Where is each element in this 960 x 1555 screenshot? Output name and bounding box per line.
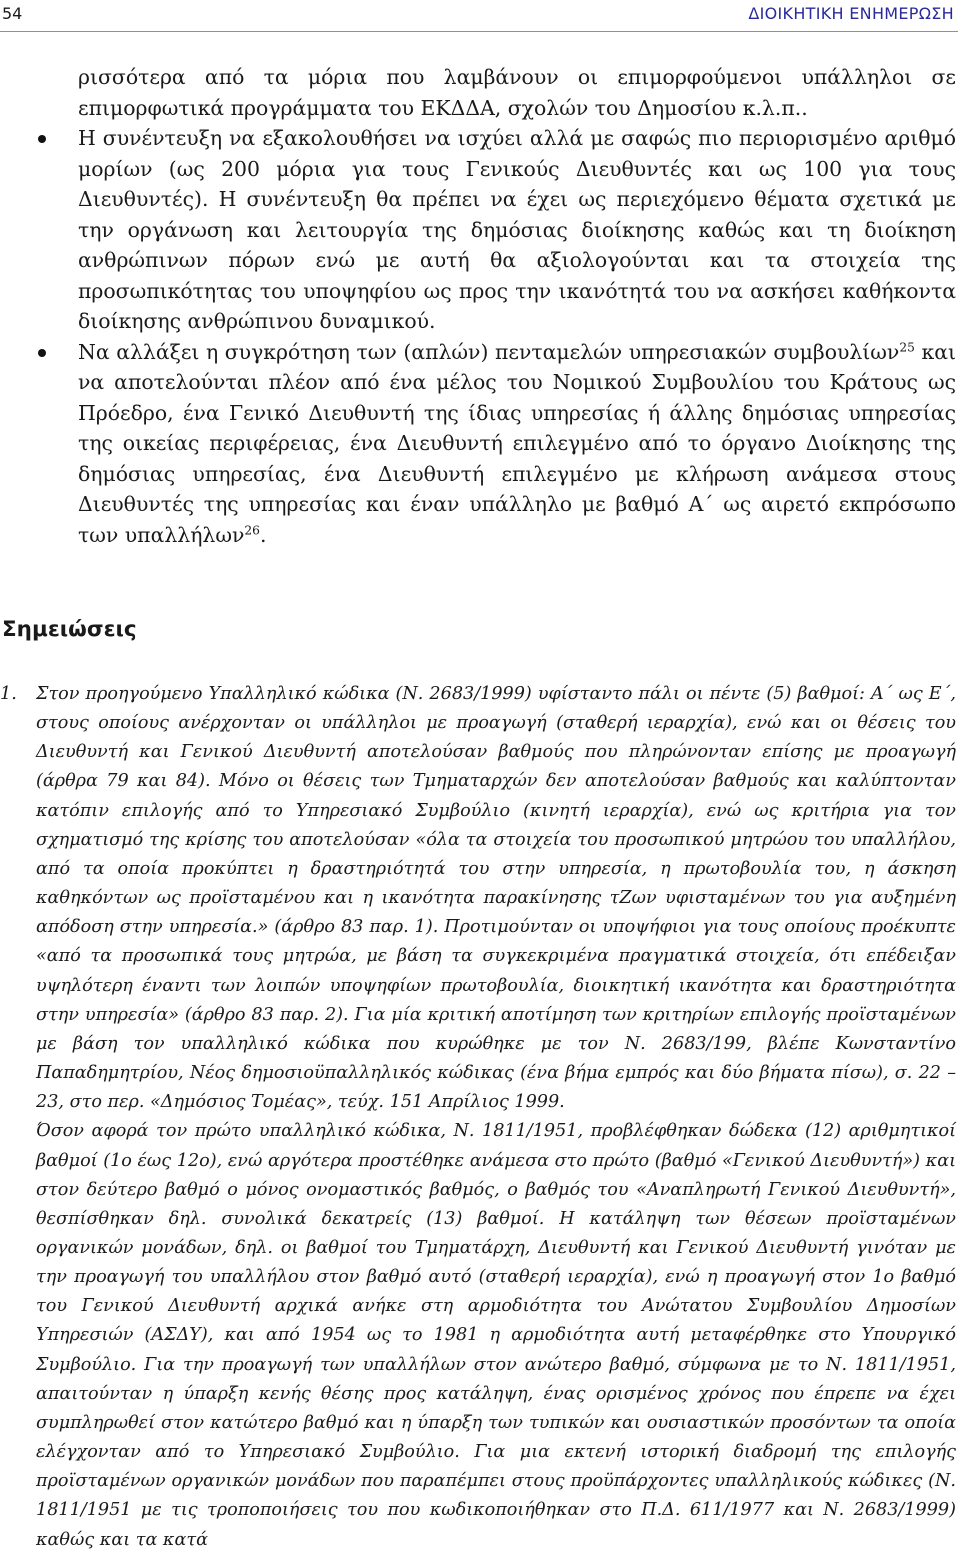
footnote-ref-25: 25	[899, 339, 915, 354]
bullet-item-interview	[36, 123, 956, 337]
bullet-icon	[38, 349, 46, 357]
bullet-icon	[38, 135, 46, 143]
note-number: 1.	[0, 684, 17, 704]
page-number: 54	[2, 4, 23, 23]
bullet-text: Η συνέντευξη να εξακολουθήσει να ισχύει αλλά με σαφώς πιο περιορισμένο αριθμό μορίων (ως 200 μόρια για τους Γενικούς Διευθυντές και ως 100 για τους Διευθυντές). Η συνέντευξη θα πρέπει να έχει ως περιεχόμενο θέματα σχετικά με την οργάνωση και λειτουργία της δημόσιας διοίκησης καθώς και τη διοίκηση ανθρώπινων πόρων ενώ με αυτή θα αξιολογούνται και τα στοιχεία της προσωπικότητας του υποψηφίου ως προς την ικανότητά του να ασκήσει καθήκοντα διοίκησης ανθρώπινου δυναμικού.	[78, 126, 956, 333]
bullet-item-councils	[36, 337, 956, 551]
bullet-text-part-3: .	[259, 522, 267, 547]
note-paragraph: Όσον αφορά τον πρώτο υπαλληλικό κώδικα, Ν. 1811/1951, προβλέφθηκαν δώδεκα (12) αριθμητικοί βαθμοί (1ο έως 12ο), ενώ αργότερα προστέθηκε ανάμεσα στο πρώτο (βαθμό «Γενικού Διευθυντή») και στον δεύτερο βαθμό ο μόνος ονομαστικός βαθμός, ο βαθμός του «Αναπληρωτή Γενικού Διευθυντή», θεσπίσθηκαν δηλ. συνολικά δεκατρείς (13) βαθμοί. Η κατάληψη των θέσεων προϊσταμένων οργανικών μονάδων, δηλ. οι βαθμοί του Τμηματάρχη, Διευθυντή και Γενικού Διευθυντή γινόταν με την προαγωγή του υπαλλήλου στον βαθμό αυτό (σταθερή ιεραρχία), ενώ η προαγωγή στον 1ο βαθμό του Γενικού Διευθυντή αρχικά ανήκε στη αρμοδιότητα του Ανώτατου Συμβουλίου Δημοσίων Υπηρεσιών (ΑΣΔΥ), και από 1954 ως το 1981 η αρμοδιότητα αυτή μεταφέρθηκε στο Υπουργικό Συμβούλιο. Για την προαγωγή των υπαλλήλων στον ανώτερο βαθμό, σύμφωνα με το Ν. 1811/1951, απαιτούνταν η ύπαρξη κενής θέσης προς κατάληψη, ένας ορισμένος χρόνος που έπρεπε να έχει συμπληρωθεί στον κατώτερο βαθμό και η ύπαρξη των τυπικών και ουσιαστικών προσόντων τα οποία ελέγχονταν από το Υπηρεσιακό Συμβούλιο. Για μια εκτενή ιστορική διαδρομή της επιλογής προϊσταμένων οργανικών μονάδων που παραπέμπει στους προϋπάρχοντες υπαλληλικούς κώδικες (Ν. 1811/1951 με τις τροποποιήσεις του που κωδικοποιήθηκαν στο Π.Δ. 611/1977 και Ν. 2683/1999) καθώς και τα κατά	[36, 1121, 956, 1550]
notes-heading: Σημειώσεις	[2, 617, 137, 642]
notes-section	[0, 680, 956, 1555]
note-paragraph: Στον προηγούμενο Υπαλληλικό κώδικα (Ν. 2683/1999) υφίσταντο πάλι οι πέντε (5) βαθμοί: Α΄ ως Ε΄, στους οποίους ανέρχονταν οι υπάλληλοι με προαγωγή (σταθερή ιεραρχία), ενώ και οι θέσεις του Διευθυντή και Γενικού Διευθυντή αποτελούσαν βαθμούς που πληρώνονταν επίσης με προαγωγή (άρθρα 79 και 84). Μόνο οι θέσεις των Τμηματαρχών δεν αποτελούσαν βαθμούς και καλύπτονταν κατόπιν επιλογής από το Υπηρεσιακό Συμβούλιο (κινητή ιεραρχία), ενώ ως κριτήρια για τον σχηματισμό της κρίσης του αποτελούσαν «όλα τα στοιχεία του προσωπικού μητρώου του υπαλλήλου, από τα οποία προκύπτει η δραστηριότητά του στην υπηρεσία, η πρωτοβουλία του, η άσκηση καθηκόντων ως προϊσταμένου και η ικανότητα παρακίνησης τΖων υφισταμένων του για αυξημένη απόδοση στην υπηρεσία.» (άρθρο 83 παρ. 1). Προτιμούνταν οι υποψήφιοι για τους οποίους προέκυπτε «από τα προσωπικά τους μητρώα, με βάση τα συγκεκριμένα πραγματικά στοιχεία, ότι επέδειξαν υψηλότερη έναντι των λοιπών υποψηφίων πρωτοβουλία, διοικητική ικανότητα και δραστηριότητα στην υπηρεσία» (άρθρο 83 παρ. 2). Για μία κριτική αποτίμηση των κριτηρίων επιλογής προϊσταμένων με βάση τον υπαλληλικό κώδικα που κυρώθηκε με τον Ν. 2683/199, βλέπε Κωνσταντίνο Παπαδημητρίου, Νέος δημοσιοϋπαλληλικός κώδικας (ένα βήμα εμπρός και δύο βήματα πίσω), σ. 22 – 23, στο περ. «Δημόσιος Τομέας», τεύχ. 151 Απρίλιος 1999.	[36, 684, 956, 1113]
running-title: ΔΙΟΙΚΗΤΙΚΗ ΕΝΗΜΕΡΩΣΗ	[748, 4, 954, 23]
continuation-paragraph: ρισσότερα από τα μόρια που λαμβάνουν οι επιμορφούμενοι υπάλληλοι σε επιμορφωτικά προγράμματα του ΕΚΔΔΑ, σχολών του Δημοσίου κ.λ.π..	[78, 65, 956, 120]
header-rule	[0, 31, 958, 32]
footnote-ref-26: 26	[244, 522, 260, 537]
page-header	[0, 4, 958, 30]
bullet-text-part-2: και να αποτελούνται πλέον από ένα μέλος του Νομικού Συμβουλίου του Κράτους ως Πρόεδρο, ένα Γενικό Διευθυντή της ίδιας υπηρεσίας ή άλλης δημόσιας υπηρεσίας της οικείας περιφέρειας, ένα Διευθυντή επιλεγμένο από το όργανο Διοίκησης της δημόσιας υπηρεσίας, ένα Διευθυντή επιλεγμένο με κλήρωση ανάμεσα στους Διευθυντές της υπηρεσίας και έναν υπάλληλο με βαθμό Α΄ ως αιρετό εκπρόσωπο των υπαλλήλων	[78, 339, 957, 547]
body-text	[36, 62, 956, 550]
bullet-text-part-1: Να αλλάξει η συγκρότηση των (απλών) πενταμελών υπηρεσιακών συμβουλίων	[78, 339, 900, 364]
note-item	[0, 680, 956, 1555]
